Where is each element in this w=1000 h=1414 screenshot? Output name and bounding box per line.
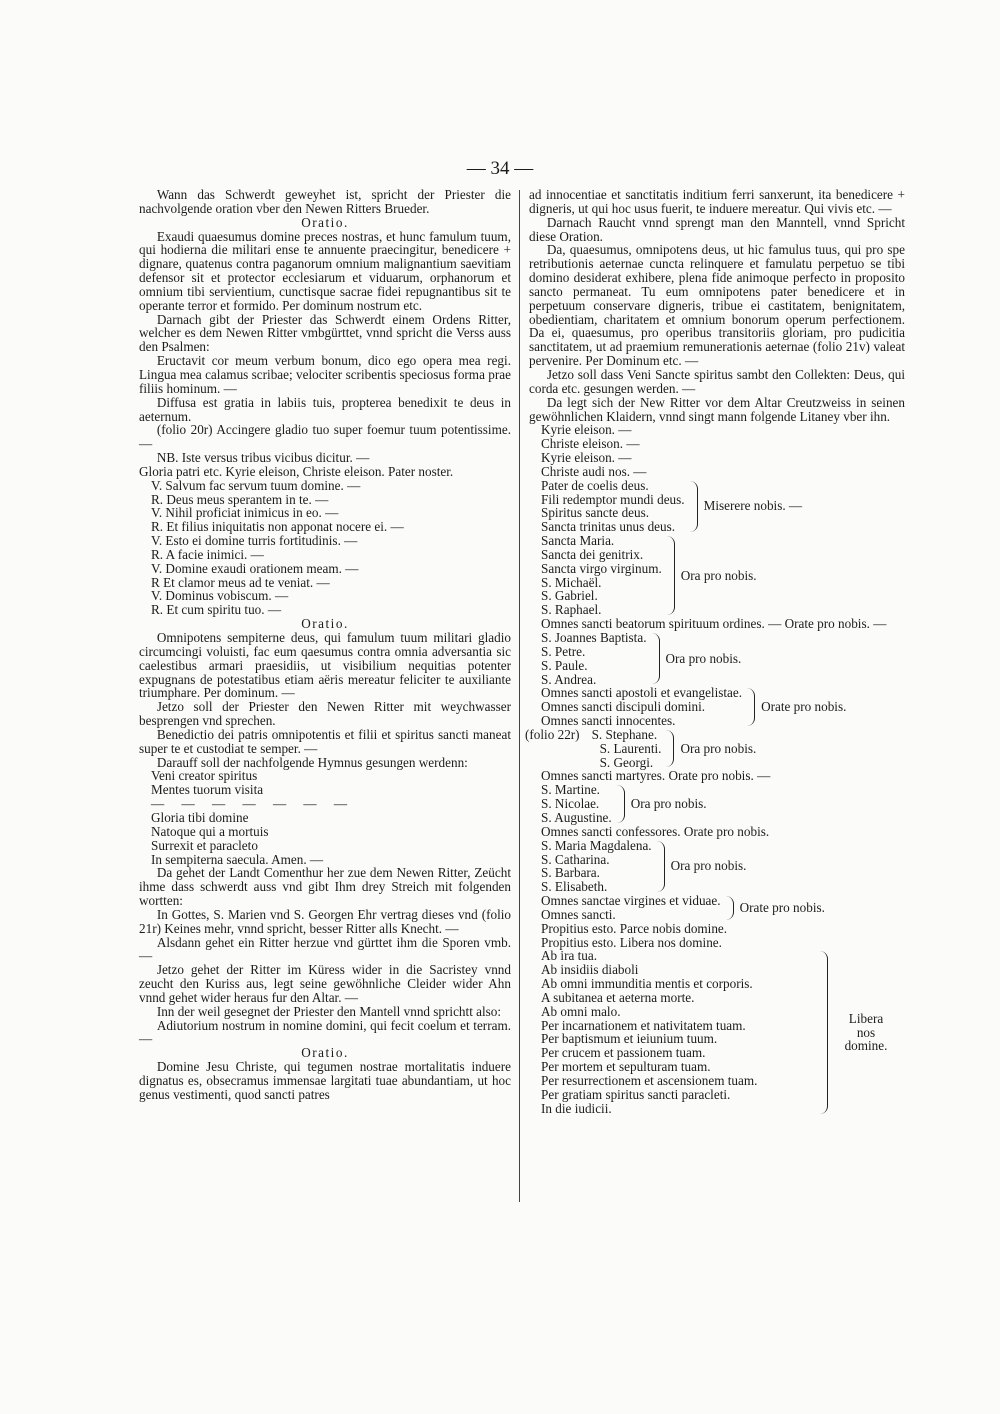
litany-line: In die iudicii.: [541, 1100, 612, 1116]
litany-line: Omnes sancti beatorum spirituum ordines. — Orate pro nobis. —: [541, 616, 887, 632]
psalm-verse: (folio 20r) Accingere gladio tuo super foemur tuum potentissime. —: [139, 422, 511, 452]
versicle: V. Dominus vobiscum. —: [151, 588, 289, 604]
versicle: V. Esto ei domine turris fortitudinis. —: [151, 533, 358, 549]
litany-line: Per crucem et passionem tuam.: [541, 1045, 706, 1061]
litany-line: S. Georgi.: [599, 754, 654, 770]
litany-line: Per baptismum et ieiunium tuum.: [541, 1031, 718, 1047]
litany-line: S. Martine.: [541, 782, 600, 798]
brace: [663, 730, 674, 768]
response: R. A facie inimici. —: [151, 546, 264, 562]
litany-line: Ab ira tua.: [541, 948, 598, 964]
litany-line: S. Maria Magdalena.: [541, 837, 652, 853]
litany-line: Omnes sancti discipuli domini.: [541, 699, 706, 715]
litany-line: S. Barbara.: [541, 865, 600, 881]
page-number: — 34 —: [466, 158, 534, 179]
litany-line: Omnes sanctae virgines et viduae.: [541, 893, 721, 909]
hymn-line: Natoque qui a mortuis: [151, 823, 269, 839]
formula: In Gottes, S. Marien vnd S. Georgen Ehr vertrag dieses vnd (folio 21r) Keines mehr, vnnd spricht, besser Ritter alls Knecht. —: [139, 906, 511, 936]
blessing: Benedictio dei patris omnipotentis et filii et spiritus sancti maneat super te et custodiat te semper. —: [139, 726, 511, 756]
psalm-verse: Diffusa est gratia in labiis tuis, propterea benedixit te deus in aeternum.: [139, 394, 511, 424]
litany-line: Omnes sancti apostoli et evangelistae.: [541, 685, 743, 701]
litany-response: Ora pro nobis.: [670, 858, 747, 874]
versicle: V. Salvum fac servum tuum domine. —: [151, 477, 361, 493]
prayer-text: Da, quaesumus, omnipotens deus, ut hic famulus tuus, qui pro spe retributionis aeternae cuncta relinquere et famulatu perpetuo se tibi domino desiderat exhibere, plena fide animoque perfecto in proposito sancto permaneat. Tu eum omnipotens pater benedicere et in perpetuum conservare digneris, tribue ei castitatem, benignitatem, obedientiam, charitatem et omnium bonorum operum perfectionem. Da ei, quaesumus, pro operibus transitoriis gloriam, pro pudicitia sanctitatem, ut ad praemium remunerationis aeternae (folio 21v) valeat pervenire. Per Dominum etc. —: [529, 242, 905, 369]
hymn-line: Veni creator spiritus: [151, 768, 258, 784]
litany-response: Orate pro nobis.: [739, 899, 825, 915]
litany-line: Omnes sancti.: [541, 906, 616, 922]
litany-line: Ab omni malo.: [541, 1003, 621, 1019]
prayer-text: ad innocentiae et sanctitatis inditium ferri sanxerunt, ita benedicere + digneris, ut qui hoc usus fuerit, te induere mereatur. Qui vivis etc. —: [529, 187, 905, 216]
brace: [654, 841, 665, 892]
litany-response: Ora pro nobis.: [665, 650, 742, 666]
response-word: nos: [856, 1024, 876, 1040]
rubric: Darnach Raucht vnnd sprengt man den Manntell, vnnd Spricht diese Oration.: [529, 214, 905, 244]
rubric: Jetzo soll der Priester den Newen Ritter mit weychwasser besprengen vnd sprechen.: [139, 699, 511, 729]
gloria-line: Gloria patri etc. Kyrie eleison, Christe eleison. Pater noster.: [139, 463, 454, 479]
note: NB. Iste versus tribus vicibus dicitur. —: [156, 450, 370, 466]
litany-line: S. Michaël.: [541, 574, 602, 590]
rubric: Inn der weil gesegnet der Priester den Mantell vnnd sprichtt also:: [156, 1003, 502, 1019]
hymn-line: In sempiterna saecula. Amen. —: [151, 851, 324, 867]
litany-group-confessors: [529, 783, 905, 825]
litany-response: Orate pro nobis.: [761, 699, 847, 715]
right-column: [525, 187, 905, 1116]
brace: [687, 481, 698, 532]
litany-line: S. Gabriel.: [541, 588, 598, 604]
column-divider: [519, 190, 520, 1202]
litany-line: Sancta virgo virginum.: [541, 560, 662, 576]
rubric: Darauff soll der nachfolgende Hymnus gesungen werdenn:: [156, 754, 468, 770]
litany-line: Christe audi nos. —: [541, 463, 647, 479]
litany-line: Propitius esto. Parce nobis domine.: [541, 920, 728, 936]
response-word: domine.: [844, 1038, 888, 1054]
rubric: Jetzo soll dass Veni Sancte spiritus sambt den Collekten: Deus, qui corda etc. gesungen werden. —: [529, 366, 905, 396]
litany-line: Omnes sancti innocentes.: [541, 713, 676, 729]
rubric: Da gehet der Landt Comenthur her zue dem Newen Ritter, Zeücht ihme dass schwerdt auss vnd gibt Ihm drey Streich mit folgenden wortten:: [139, 865, 511, 909]
litany-line: Spiritus sancte deus.: [541, 505, 650, 521]
versicle: Adiutorium nostrum in nomine domini, qui fecit coelum et terram. —: [139, 1017, 511, 1047]
heading-oratio: Oratio.: [301, 214, 349, 230]
litany-line: S. Stephane.: [591, 726, 658, 742]
hymn-line: Gloria tibi domine: [151, 809, 249, 825]
prayer-text: Domine Jesu Christe, qui tegumen nostrae mortalitatis induere dignatus es, obsecramus immensae largitati tuae abundantiam, ut hoc genus vestimenti, quod sancti patres: [139, 1059, 511, 1102]
litany-line: Omnes sancti martyres. Orate pro nobis. —: [541, 768, 771, 784]
response: R. Et filius iniquitatis non apponat nocere ei. —: [151, 519, 404, 535]
litany-response: Ora pro nobis.: [680, 567, 757, 583]
prayer-text: Omnipotens sempiterne deus, qui famulum tuum militari gladio circumcingi voluisti, fac eum qaesumus contra omnia adversantia sic caelestibus armari praesidiis, ut visibilium nequitias potenter expugnans de potestatibus etiam aëris mereatur feliciter te auxiliante triumphare. Per dominum. —: [139, 630, 511, 701]
litany-line: A subitanea et aeterna morte.: [541, 989, 695, 1005]
hymn-dashes: — — — — — — —: [151, 796, 355, 812]
litany-line: S. Augustine.: [541, 809, 612, 825]
litany-line: Per resurrectionem et ascensionem tuam.: [541, 1073, 758, 1088]
litany-line: Per incarnationem et nativitatem tuam.: [541, 1017, 746, 1033]
litany-group-omnes: [529, 686, 905, 728]
litany-line: Per mortem et sepulturam tuam.: [541, 1059, 711, 1075]
brace: [664, 536, 675, 615]
litany: [525, 422, 905, 1116]
rubric: Alsdann gehet ein Ritter herzue vnd gürttet ihm die Sporen vmb. —: [139, 934, 511, 964]
litany-group-martyrs: [525, 726, 905, 770]
litany-line: S. Raphael.: [541, 602, 602, 618]
litany-line: Sancta Maria.: [541, 533, 615, 549]
litany-line: Propitius esto. Libera nos domine.: [541, 934, 722, 950]
litany-response: Miserere nobis. —: [703, 498, 803, 514]
litany-line: Per gratiam spiritus sancti paracleti.: [541, 1086, 731, 1102]
rubric: Da legt sich der New Ritter vor dem Altar Creutzweiss in seinen gewöhnlichen Klaidern, vnnd singt mann folgende Litaney vber ihn.: [529, 394, 905, 424]
litany-line: S. Laurenti.: [599, 740, 662, 756]
response: R. Et cum spiritu tuo. —: [151, 602, 282, 618]
litany-group-apostles: [529, 631, 905, 686]
litany-response: Ora pro nobis.: [680, 740, 757, 756]
litany-line: S. Andrea.: [541, 671, 597, 687]
rubric: Jetzo gehet der Ritter im Küress wider in die Sacristey vnnd zeucht den Kuriss aus, legt seine gewöhnliche Cleider wider Ahn vnnd gehet wider heraus fur den Altar. —: [139, 962, 511, 1005]
litany-line: S. Joannes Baptista.: [541, 630, 647, 645]
heading-oratio: Oratio.: [301, 1045, 349, 1061]
brace: [723, 896, 734, 920]
litany-line: S. Petre.: [541, 643, 586, 659]
litany-line: S. Elisabeth.: [541, 879, 608, 895]
left-column: [139, 188, 511, 1102]
litany-line: S. Nicolae.: [541, 796, 600, 812]
rubric: Darnach gibt der Priester das Schwerdt einem Ordens Ritter, welcher es dem Newen Ritter vmbgürttet, vnnd spricht die Verss auss den Psalmen:: [139, 311, 511, 355]
brace: [817, 951, 828, 1113]
litany-line: Sancta trinitas unus deus.: [541, 519, 676, 535]
litany-line: Christe eleison. —: [541, 436, 640, 452]
litany-group-libera: [529, 949, 905, 1115]
litany-line: S. Paule.: [541, 657, 588, 673]
litany-response: [836, 1012, 896, 1054]
litany-line: Pater de coelis deus.: [541, 477, 649, 493]
folio-note: (folio 22r): [525, 726, 580, 742]
litany-line: Ab omni immunditia mentis et corporis.: [541, 976, 753, 992]
response-word: Libera: [848, 1010, 884, 1026]
prayer-text: Exaudi quaesumus domine preces nostras, et hunc famulum tuum, qui hodierna die militari ense te annuente praecingitur, benedicere + dignare, quatenus contra paganorum omnium malignantium saevitiam defensor sit et protector ecclesiarum et viduarum, orphanorum et omnium tibi servientium, cunctisque sacrae fidei repugnantibus sit te operante terror et formido. Per dominum nostrum etc.: [139, 228, 511, 313]
versicle: V. Nihil proficiat inimicus in eo. —: [151, 505, 339, 521]
response: R. Deus meus sperantem in te. —: [151, 491, 329, 507]
brace: [614, 785, 625, 823]
hymn-line: Surrexit et paracleto: [151, 837, 258, 853]
litany-group-virgins: [529, 839, 905, 894]
rubric: Wann das Schwerdt geweyhet ist, spricht der Priester die nachvolgende oration vber den Newen Ritters Brueder.: [139, 187, 511, 216]
litany-line: Ab insidiis diaboli: [541, 962, 639, 978]
brace: [649, 633, 660, 684]
versicle: V. Domine exaudi orationem meam. —: [151, 560, 359, 576]
psalm-verse: Eructavit cor meum verbum bonum, dico ego opera mea regi. Lingua mea calamus scribae; velociter scribentis speciosus forma prae filiis hominum. —: [139, 353, 511, 396]
litany-response: Ora pro nobis.: [630, 796, 707, 812]
litany-line: Sancta dei genitrix.: [541, 546, 644, 562]
litany-group-omnes-sancti: [529, 894, 905, 922]
litany-line: Kyrie eleison. —: [541, 450, 632, 466]
response: R Et clamor meus ad te veniat. —: [151, 574, 330, 590]
brace: [744, 688, 755, 726]
litany-group-angels: [529, 534, 905, 617]
litany-group-trinity: [529, 479, 905, 534]
versicles: [139, 479, 511, 617]
heading-oratio: Oratio.: [301, 616, 349, 632]
litany-line: Fili redemptor mundi deus.: [541, 491, 685, 507]
litany-line: Omnes sancti confessores. Orate pro nobis.: [541, 823, 770, 839]
litany-line: Kyrie eleison. —: [541, 422, 632, 438]
litany-line: S. Catharina.: [541, 851, 610, 867]
hymn-line: Mentes tuorum visita: [151, 782, 264, 798]
